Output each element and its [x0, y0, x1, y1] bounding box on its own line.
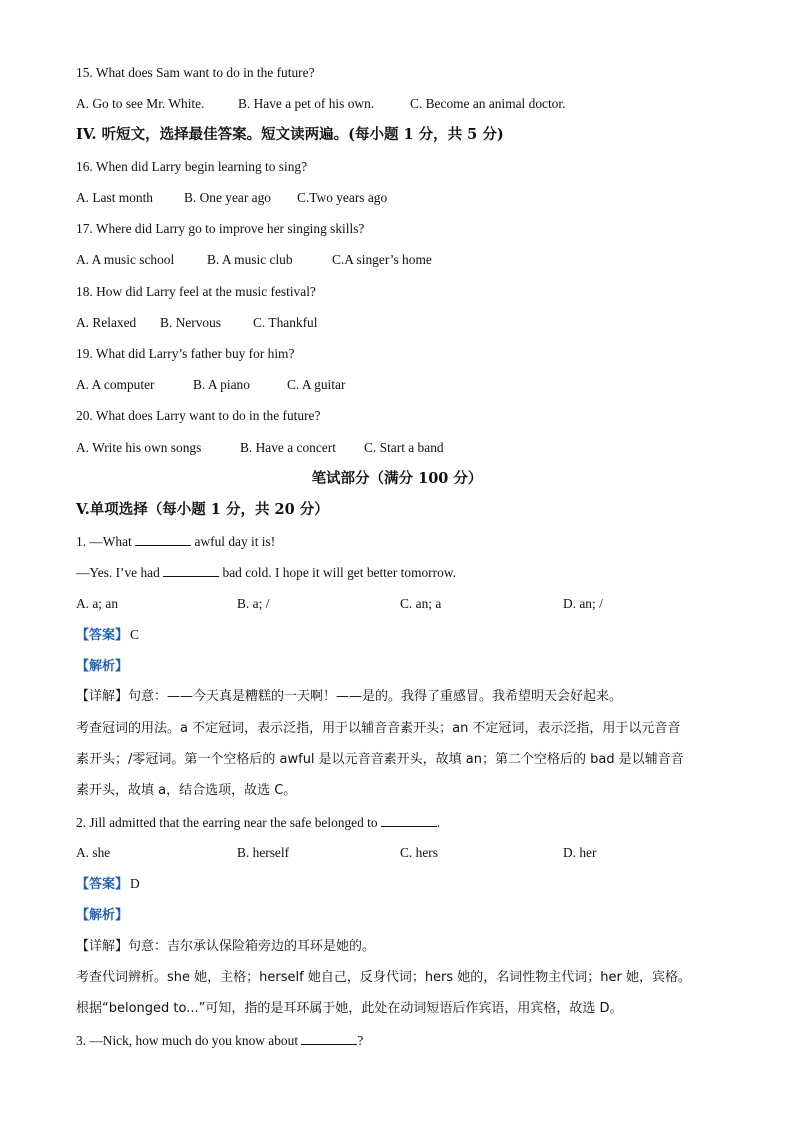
question-1-explain-line: 考查冠词的用法。a 不定冠词，表示泛指，用于以辅音音素开头；an 不定冠词，表示泛指，用于以元音音: [76, 721, 681, 736]
analysis-label: 【解析】: [76, 659, 129, 674]
question-number: 15.: [76, 65, 93, 80]
option-b: B. Have a concert: [240, 440, 336, 455]
option-c: C. A guitar: [287, 377, 346, 392]
question-20-options: [76, 440, 716, 456]
question-text: 2. Jill admitted that the earring near the safe belonged to: [76, 815, 378, 830]
question-text: What does Larry want to do in the future?: [95, 408, 321, 423]
question-2-options: [76, 845, 716, 861]
option-c: C. Become an animal doctor.: [410, 96, 566, 111]
question-1-line-1: [76, 533, 275, 550]
question-2-explain-line: 考查代词辨析。she 她，主格；herself 她自己，反身代词；hers 她的，名词性物主代词；her 她，宾格。: [76, 970, 692, 985]
answer-blank: [163, 564, 219, 577]
option-d: D. her: [563, 845, 597, 860]
option-c: C.A singer’s home: [332, 252, 432, 267]
question-19-options: [76, 377, 716, 393]
option-a: A. Go to see Mr. White.: [76, 96, 205, 111]
question-1-explain-line: 素开头，故填 a，结合选项，故选 C。: [76, 783, 297, 798]
answer-blank: [135, 533, 191, 546]
option-c: C.Two years ago: [297, 190, 388, 205]
option-b: B. a; /: [237, 596, 270, 611]
question-19-stem: [76, 346, 294, 362]
question-2-stem: [76, 814, 440, 831]
question-text: ?: [357, 1033, 364, 1048]
question-18-options: [76, 315, 716, 331]
answer-label: 【答案】: [76, 877, 129, 892]
option-b: B. Nervous: [160, 315, 221, 330]
option-c: C. hers: [400, 845, 438, 860]
answer-label: 【答案】: [76, 628, 129, 643]
question-1-options: [76, 596, 716, 612]
option-c: C. Start a band: [364, 440, 444, 455]
question-number: 18.: [76, 284, 93, 299]
question-number: 17.: [76, 221, 93, 236]
question-1-analysis-label: [76, 658, 128, 675]
question-text: —Yes. I’ve had: [76, 565, 160, 580]
answer-blank: [301, 1032, 357, 1045]
section-4-heading: IV. 听短文，选择最佳答案。短文读两遍。(每小题 1 分，共 5 分): [76, 126, 504, 143]
question-text: How did Larry feel at the music festival?: [96, 284, 316, 299]
question-15-stem: [76, 65, 315, 81]
question-number: 19.: [76, 346, 93, 361]
question-16-options: [76, 190, 716, 206]
option-b: B. Have a pet of his own.: [238, 96, 375, 111]
question-text: 3. —Nick, how much do you know about: [76, 1033, 299, 1048]
section-5-heading: V.单项选择（每小题 1 分，共 20 分）: [76, 501, 329, 518]
question-16-stem: [76, 159, 307, 175]
question-2-answer: [76, 876, 140, 893]
question-number: 20.: [76, 408, 93, 423]
question-1-answer: [76, 627, 139, 644]
written-part-title: 笔试部分（满分 100 分）: [311, 470, 483, 487]
question-2-explain-line: 根据“belonged to...”可知，指的是耳环属于她，此处在动词短语后作宾语，用宾格，故选 D。: [76, 1001, 623, 1016]
option-b: B. One year ago: [184, 190, 272, 205]
answer-value: C: [130, 627, 139, 642]
option-b: B. A piano: [193, 377, 250, 392]
option-a: A. Write his own songs: [76, 440, 202, 455]
option-a: A. A music school: [76, 252, 175, 267]
question-text: bad cold. I hope it will get better tomorrow.: [222, 565, 456, 580]
question-17-stem: [76, 221, 364, 237]
answer-value: D: [130, 876, 140, 891]
option-a: A. a; an: [76, 596, 119, 611]
option-a: A. A computer: [76, 377, 155, 392]
analysis-label: 【解析】: [76, 908, 129, 923]
question-1-explain-line: 素开头；/零冠词。第一个空格后的 awful 是以元音音素开头，故填 an；第二个空格后的 bad 是以辅音音: [76, 752, 684, 767]
question-1-line-2: [76, 564, 456, 581]
question-20-stem: [76, 408, 320, 424]
question-2-detail: 【详解】句意：吉尔承认保险箱旁边的耳环是她的。: [76, 939, 376, 954]
question-18-stem: [76, 284, 316, 300]
question-text: 1. —What: [76, 534, 132, 549]
question-1-detail: 【详解】句意：——今天真是糟糕的一天啊！——是的。我得了重感冒。我希望明天会好起来。: [76, 689, 623, 704]
option-c: C. an; a: [400, 596, 442, 611]
question-3-stem: [76, 1032, 363, 1049]
option-a: A. Relaxed: [76, 315, 137, 330]
question-text: What does Sam want to do in the future?: [95, 65, 315, 80]
question-number: 16.: [76, 159, 93, 174]
option-c: C. Thankful: [253, 315, 318, 330]
question-17-options: [76, 252, 716, 268]
option-a: A. she: [76, 845, 111, 860]
question-text: What did Larry’s father buy for him?: [95, 346, 295, 361]
question-text: Where did Larry go to improve her singing skills?: [95, 221, 365, 236]
question-text: awful day it is!: [194, 534, 276, 549]
option-b: B. A music club: [207, 252, 293, 267]
question-text: .: [436, 815, 441, 830]
question-2-analysis-label: [76, 907, 128, 924]
option-b: B. herself: [237, 845, 290, 860]
answer-blank: [381, 814, 437, 827]
question-15-options: [76, 96, 716, 112]
question-text: When did Larry begin learning to sing?: [95, 159, 308, 174]
option-a: A. Last month: [76, 190, 153, 205]
option-d: D. an; /: [563, 596, 603, 611]
